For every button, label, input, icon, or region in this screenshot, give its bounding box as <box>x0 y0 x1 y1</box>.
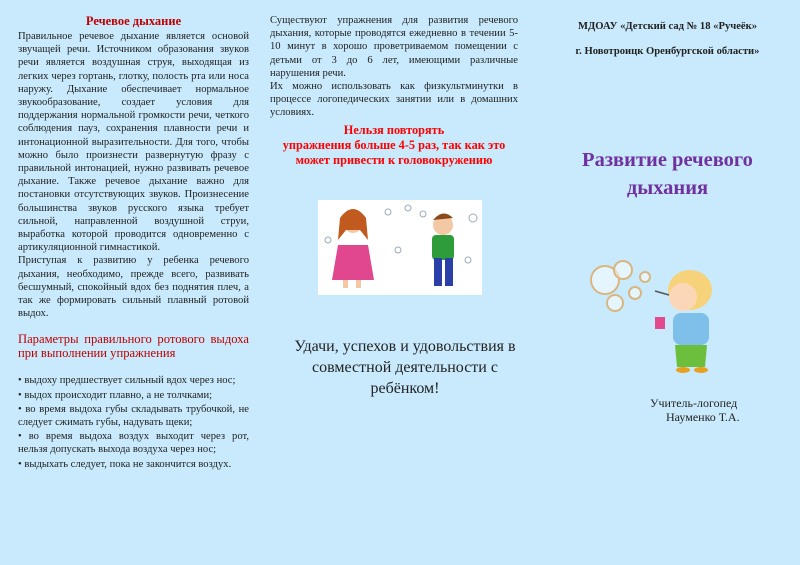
brochure-title: Развитие речевого дыхания <box>582 149 753 199</box>
bullet-item: • выдох происходит плавно, а не толчками; <box>18 389 213 401</box>
organization-city: г. Новотроицк Оренбургской области» <box>575 46 760 57</box>
warning-text <box>270 123 518 168</box>
wish-text: Удачи, успехов и удовольствия в совместной деятельности с ребёнком! <box>294 338 516 397</box>
warning-line: Нельзя повторять <box>343 122 445 137</box>
left-column <box>18 14 249 472</box>
teacher-role: Учитель-логопед <box>650 396 738 410</box>
bullet-item: • выдыхать следует, пока не закончится воздух. <box>18 458 232 470</box>
child-blowing-bubbles-illustration <box>585 255 725 375</box>
bullet-item: • выдоху предшествует сильный вдох через нос; <box>18 375 236 387</box>
right-column <box>545 20 790 58</box>
organization-name: МДОАУ «Детский сад № 18 «Ручеёк» <box>577 21 758 32</box>
section-heading: Речевое дыхание <box>85 14 182 28</box>
teacher-name: Науменко Т.А. <box>666 410 740 424</box>
subheading: Параметры правильного ротового выдоха при выполнении упражнения <box>18 332 249 361</box>
warning-line: может привести к головокружению <box>295 152 493 167</box>
middle-column <box>270 14 518 168</box>
bullet-item: • во время выдоха воздух выходит через рот, нельзя допускать выхода воздуха через нос; <box>18 431 249 456</box>
paragraph: Существуют упражнения для развития речевого дыхания, которые проводятся ежедневно в течении 5-10 минут в хорошо проветриваемом помещении с детьми от 3 до 6 лет, имеющими различные нарушения речи. <box>270 15 518 79</box>
warning-line: упражнения больше 4-5 раз, так как это <box>282 137 506 152</box>
children-blowing-illustration <box>318 200 482 295</box>
teacher-signature <box>650 396 740 424</box>
paragraph: Приступая к развитию у ребенка речевого дыхания, необходимо, прежде всего, развивать бесшумный, спокойный вдох без поднятия плеч, а так же формировать сильный плавный ротовой выдох. <box>18 255 249 320</box>
paragraph: Их можно использовать как физкультминутки в процессе логопедических занятии или в домашних условиях. <box>270 81 518 119</box>
bullet-item: • во время выдоха губы складывать трубочкой, не следует сжимать губы, надувать щеки; <box>18 403 249 429</box>
paragraph: Правильное речевое дыхание является основой звучащей речи. Источником образования звуков речи является воздушная струя, выходящая из легких через гортань, глотку, полость рта или носа наружу. Дыхание обеспечивает нормальное звукообразование, создает условия для поддержания нормальной громкости речи, четкого соблюдения пауз, сохранения плавности речи и интонационной выразительности. Для того, чтобы можно было произнести развернутую фразу с правильной интонацией, нужно развивать речевое дыхание. Также речевое дыхание важно для постановки отсутствующих звуков. Произнесение большинства звуков русского языка требует сильной, направленной воздушной струи, выработка которой проводится одновременно с артикуляционной гимнастикой. <box>18 31 249 254</box>
